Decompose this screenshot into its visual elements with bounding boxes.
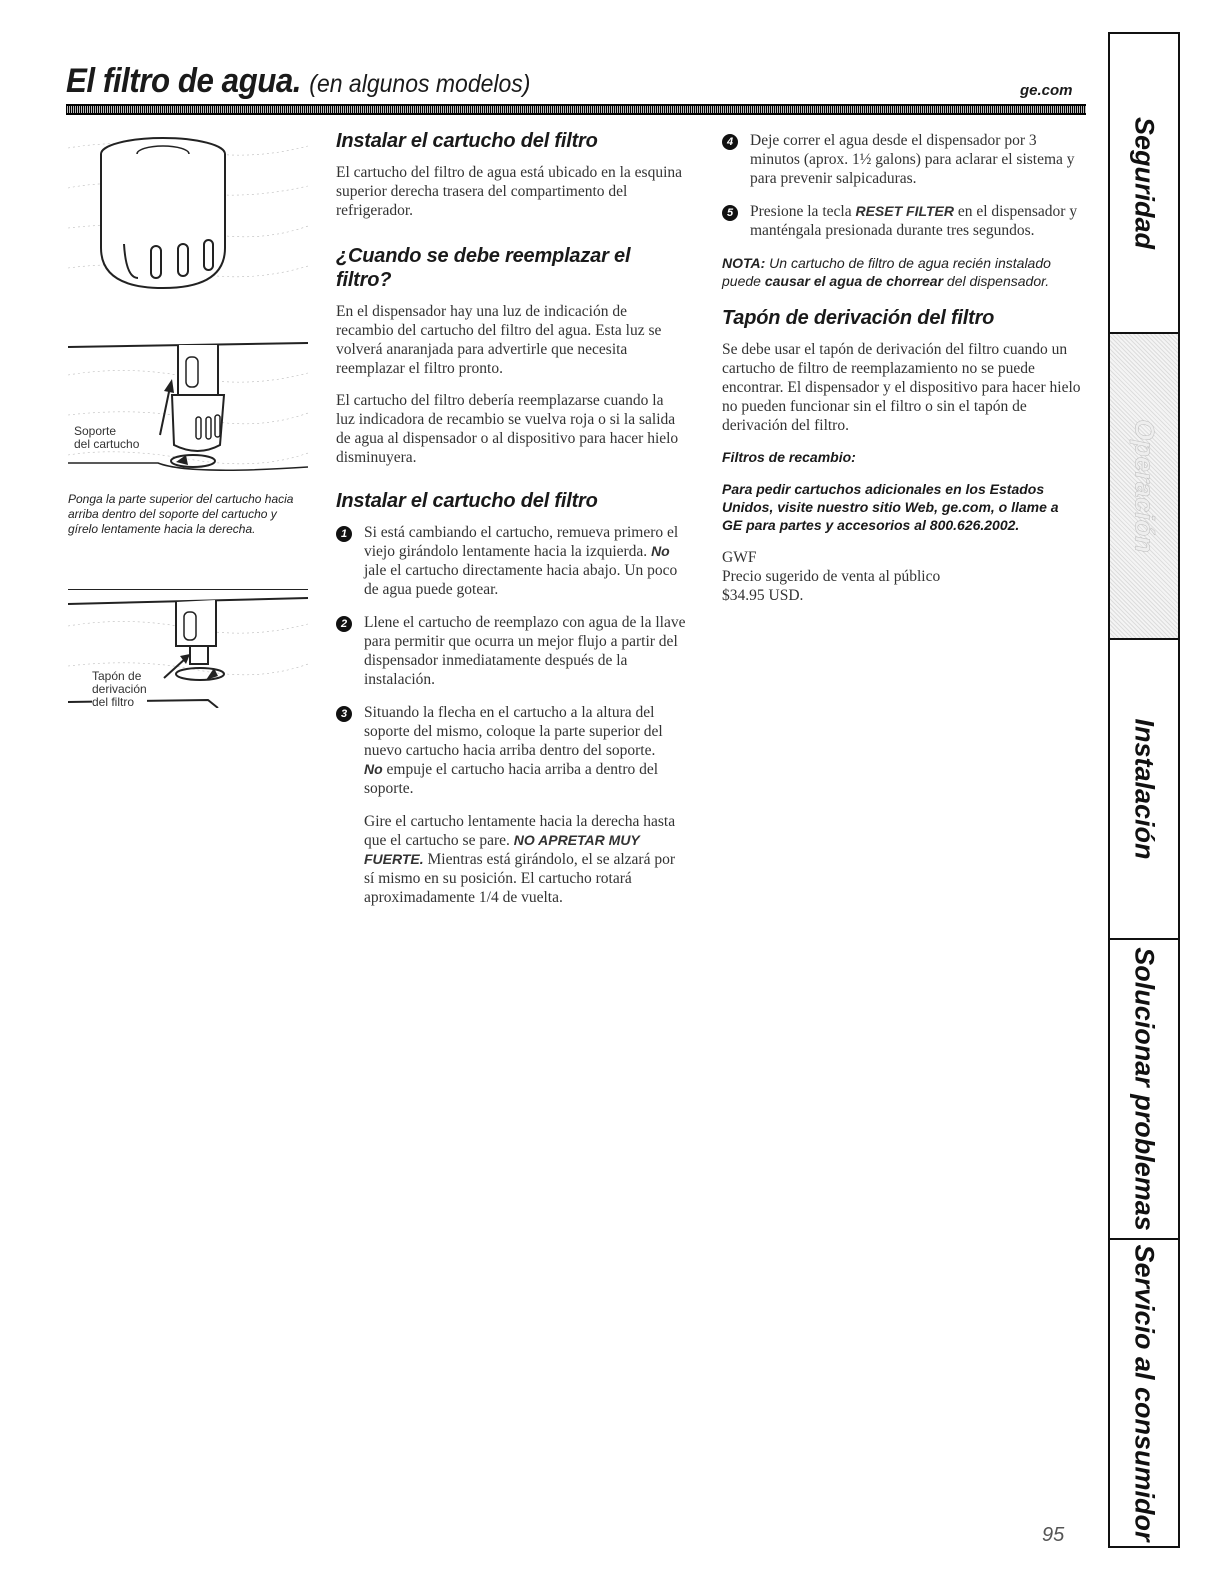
step-4 (722, 131, 1082, 188)
step-3-text: Situando la flecha en el cartucho a la altura del soporte del mismo, coloque la parte superior del nuevo cartucho hacia arriba dentro del soporte. (364, 704, 663, 759)
filtros-label: Filtros de recambio: (722, 449, 856, 465)
reset-filter-key: RESET FILTER (855, 203, 954, 219)
model-code: GWF (722, 549, 757, 566)
tapon-label-line1: Tapón de (92, 669, 142, 683)
gire-text: Gire el cartucho lentamente hacia la derecha hasta que el cartucho se pare. (364, 813, 676, 849)
nota-text-cont: del dispensador. (943, 273, 1050, 289)
price-info: Precio sugerido de venta al público $34.95 USD. (722, 568, 941, 604)
section-heading-instalar: Instalar el cartucho del filtro (336, 130, 598, 152)
step-3-emphasis: No (364, 761, 383, 777)
filter-cartridge-illustration (68, 128, 308, 298)
nota-label: NOTA: (722, 255, 766, 271)
bypass-plug-illustration (68, 596, 308, 708)
step-4-text: Deje correr el agua desde el dispensador por 3 minutos (aprox. 1½ galons) para aclarar el sistema y para prevenir salpicaduras. (750, 132, 1075, 187)
tab-seguridad[interactable] (1110, 34, 1178, 334)
step-2 (336, 613, 686, 689)
tab-label-solucionar: Solucionar problemas (1129, 947, 1160, 1231)
step-1-text-cont: jale el cartucho directamente hacia abajo. Un poco de agua puede gotear. (364, 562, 678, 598)
section-heading-instalar-2: Instalar el cartucho del filtro (336, 490, 598, 512)
figure-caption: Ponga la parte superior del cartucho hacia arriba dentro del soporte del cartucho y gírelo lentamente hacia la derecha. (68, 492, 294, 536)
header-rule (66, 104, 1086, 115)
step-1 (336, 523, 686, 599)
section-heading-cuando: ¿Cuando se debe reemplazar el filtro? (336, 245, 631, 291)
step-3-text-cont: empuje el cartucho hacia arriba a dentro del soporte. (364, 761, 659, 797)
section-heading-tapon: Tapón de derivación del filtro (722, 307, 995, 329)
step-1-emphasis: No (651, 543, 670, 559)
nota-text: Un cartucho de filtro de agua recién instalado puede (722, 255, 1051, 289)
nota-bold: causar el agua de chorrear (764, 273, 944, 289)
tab-servicio-al-consumidor[interactable] (1110, 1240, 1178, 1546)
site-url: ge.com (1020, 82, 1073, 99)
tab-label-operacion: Operación (1129, 419, 1160, 553)
step-number-2: 2 (336, 616, 352, 632)
paragraph-instalar: El cartucho del filtro de agua está ubicado en la esquina superior derecha trasera del compartimento del refrigerador. (336, 164, 683, 219)
step-number-5: 5 (722, 205, 738, 221)
paragraph-tapon: Se debe usar el tapón de derivación del filtro cuando un cartucho de filtro de reemplazamiento no se puede encontrar. El dispensador y el dispositivo para hacer hielo no pueden funcionar sin el filtro o sin el tapón de derivación del filtro. (722, 341, 1081, 434)
tab-label-instalacion: Instalación (1129, 718, 1160, 860)
caption-rule (68, 589, 308, 590)
page-title (66, 62, 530, 101)
tapon-label-line3: del filtro (92, 695, 135, 709)
step-3 (336, 703, 686, 798)
text-column-1 (336, 129, 686, 920)
tapon-label (92, 670, 147, 709)
paragraph-cuando-1: En el dispensador hay una luz de indicación de recambio del cartucho del filtro del agua. Esta luz se volverá anaranjada para advertirle que necesita reemplazar el filtro pronto. (336, 303, 662, 377)
cartridge-holder-illustration (68, 335, 308, 485)
tab-instalacion[interactable] (1110, 640, 1178, 940)
step-number-4: 4 (722, 134, 738, 150)
gire-text-cont: Mientras está girándolo, el se alzará por sí mismo en su posición. El cartucho rotará aproximadamente 1/4 de vuelta. (364, 851, 675, 906)
nota (722, 254, 1082, 290)
step-1-text: Si está cambiando el cartucho, remueva primero el viejo girándolo lentamente hacia la izquierda. (364, 524, 679, 560)
step-5-text-cont: en el dispensador y manténgala presionada durante tres segundos. (750, 203, 1078, 239)
section-sidebar (1108, 32, 1180, 1548)
paragraph-gire (336, 812, 686, 907)
tab-label-seguridad: Seguridad (1129, 116, 1160, 250)
step-5-text: Presione la tecla (750, 203, 856, 220)
page-subtitle: (en algunos modelos) (309, 70, 531, 98)
tab-label-servicio: Servicio al consumidor (1129, 1244, 1160, 1542)
soporte-label (74, 425, 139, 451)
gire-warning: NO APRETAR MUY FUERTE. (364, 832, 640, 867)
tab-operacion[interactable] (1110, 334, 1178, 640)
step-number-3: 3 (336, 706, 352, 722)
pedir-info: Para pedir cartuchos adicionales en los Estados Unidos, visite nuestro sitio Web, ge.com, o llame a GE para partes y accesorios al 800.626.2002. (722, 481, 1059, 533)
step-2-text: Llene el cartucho de reemplazo con agua de la llave para permitir que ocurra un mejor flujo a partir del dispensador inmediatamente después de la instalación. (364, 614, 686, 688)
paragraph-cuando-2: El cartucho del filtro debería reemplazarse cuando la luz indicadora de recambio se vuelva roja o si la salida de agua al dispensador o al dispositivo para hacer hielo disminuyera. (336, 392, 679, 466)
title-text: El filtro de agua. (66, 62, 302, 100)
step-number-1: 1 (336, 526, 352, 542)
text-column-2 (722, 131, 1082, 618)
soporte-label-line2: del cartucho (74, 437, 140, 451)
tapon-label-line2: derivación (92, 682, 147, 696)
tab-solucionar-problemas[interactable] (1110, 940, 1178, 1240)
step-5 (722, 202, 1082, 240)
soporte-label-line1: Soporte (74, 424, 117, 438)
page-number: 95 (1042, 1524, 1065, 1546)
